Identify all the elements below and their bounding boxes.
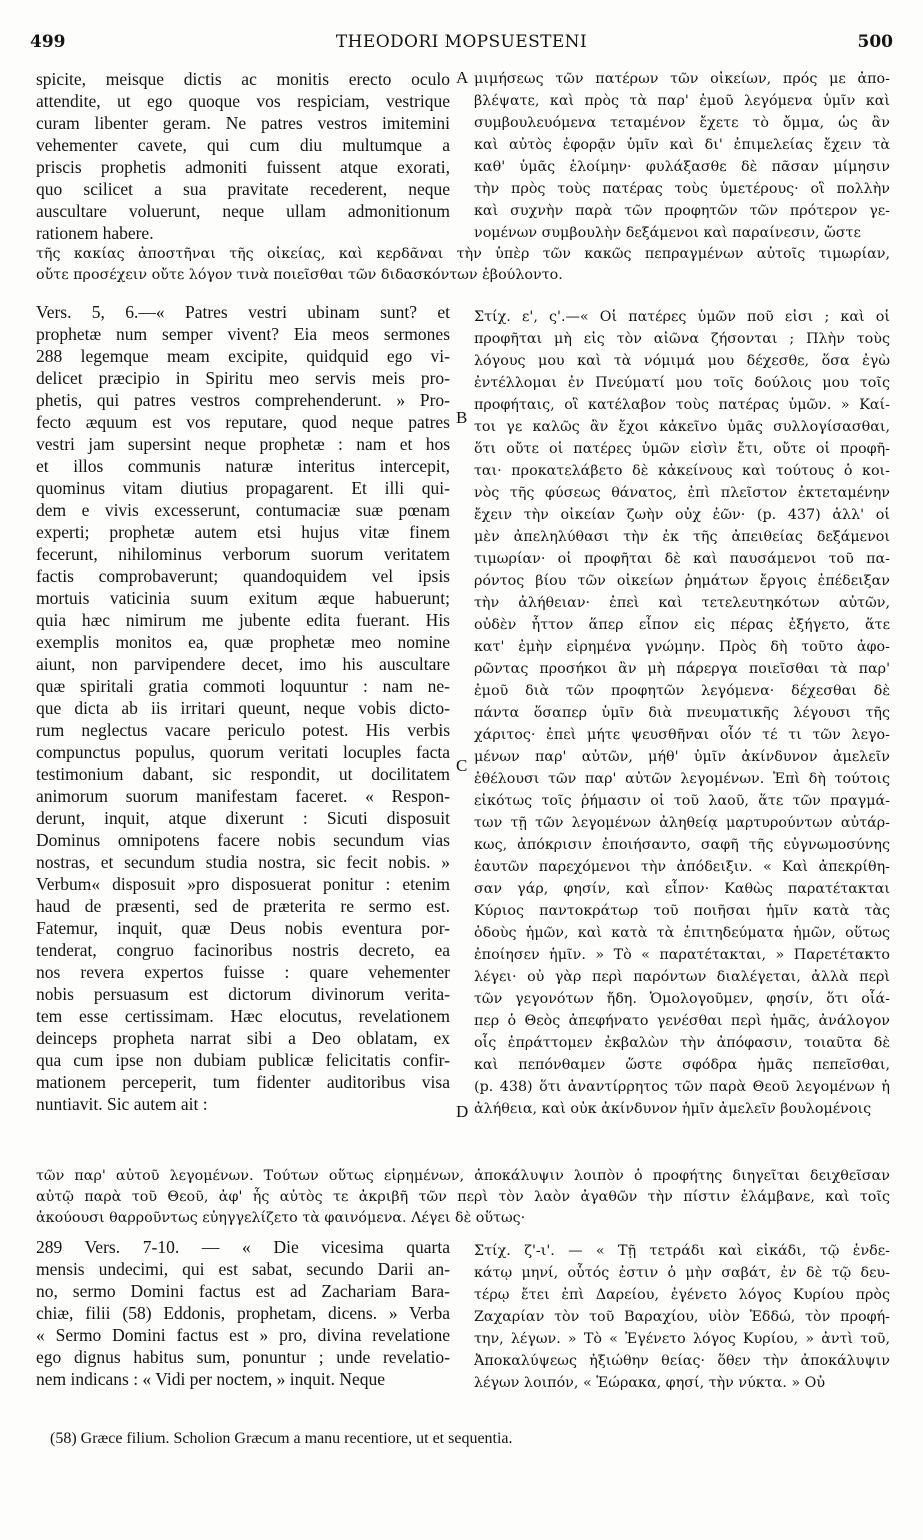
text-line: derunt, inquit, atque dixerunt : Sicuti disposuit — [36, 808, 450, 828]
text-line: quæ spiritali gratia commoti loquuntur : nam ne- — [36, 676, 450, 696]
text-line: σαν γάρ, φησίν, καὶ εἶπον· Καθὼς παρατέτακται — [474, 881, 890, 897]
text-line: Dominus omnipotens facere nobis secundum vias — [36, 830, 450, 850]
text-line: haud de præsenti, sed de præterita re sermo est. — [36, 896, 450, 916]
text-line: tem esse certissimam. Hæc elocutus, revelationem — [36, 1006, 450, 1026]
text-line: 289 Vers. 7-10. — « Die vicesima quarta — [36, 1237, 450, 1257]
text-line: Στίχ. ε', ς'.—« Οἱ πατέρες ὑμῶν ποῦ εἰσι ; καὶ οἱ — [474, 309, 890, 325]
greek-column-block1 — [474, 68, 890, 244]
text-line: νὸς τῆς φύσεως θάνατος, ἐπὶ πλεῖστον ἐκτεταμένην — [474, 485, 890, 501]
text-line: Κύριος παντοκράτωρ τοῦ ποιῆσαι ἡμῖν κατὰ τὰς — [474, 903, 890, 919]
text-line: προφῆται μὴ εἰς τὸν αἰῶνα ζήσονται ; Πλὴν τοὺς — [474, 331, 890, 347]
text-line: vehementer cavete, qui cum diu multumque a — [36, 135, 450, 155]
text-line: Vers. 5, 6.—« Patres vestri ubinam sunt? et — [36, 302, 450, 322]
text-line: Ἀποκαλύψεως ἠξιώθην θείας· ὅθεν τὴν ἀποκάλυψιν — [474, 1353, 890, 1369]
text-line: λέγων λοιπόν, « Ἑώρακα, φησί, τὴν νύκτα. » Οὐ — [474, 1375, 826, 1391]
text-line: rationem habere. — [36, 223, 154, 243]
text-line: mationem perceperit, tum fidenter auditoribus visa — [36, 1072, 450, 1092]
text-line: ἐθέλουσι τῶν παρ' αὐτῶν λεγομένων. Ἐπὶ δὴ τούτοις — [474, 771, 890, 787]
page-number-left: 499 — [30, 32, 66, 52]
text-line: nem indicans : « Vidi per noctem, » inquit. Neque — [36, 1369, 386, 1389]
text-line: πάντα ὅσαπερ ὑμῖν διὰ πνευματικῆς λέγουσι τῆς — [474, 705, 890, 721]
text-line: qua cum ipse non dubiam publicæ felicitatis confir- — [36, 1050, 450, 1070]
page-number-right: 500 — [857, 32, 893, 52]
latin-column-block2 — [36, 301, 450, 1115]
text-line: deinceps propheta narrat sibi a Deo oblatam, ex — [36, 1028, 450, 1048]
text-line: nos revera expertos fuisse : quare vehementer — [36, 962, 450, 982]
text-line: ται· προκατελάβετο δὲ κἀκείνους καὶ τούτους ὁ κοι- — [474, 463, 890, 479]
text-line: mensis undecimi, qui est sabat, secundo Darii an- — [36, 1259, 450, 1279]
text-line: prophetæ num semper vivent? Eia meos sermones — [36, 324, 450, 344]
text-line: μιμήσεως τῶν πατέρων τῶν οἰκείων, πρός με ἀπο- — [474, 71, 890, 87]
text-line: chiæ, filii (58) Eddonis, prophetam, dicens. » Verba — [36, 1303, 450, 1323]
text-line: attendite, ut ego quoque vos respiciam, vestrique — [36, 91, 450, 111]
margin-letter-d: D — [456, 1102, 469, 1121]
text-line: (p. 438) ὅτι ἀναντίρρητος τῶν παρὰ Θεοῦ λεγομένων ἡ — [474, 1079, 890, 1095]
latin-column-block1 — [36, 68, 450, 244]
text-line: compunctus populus, quorum veritati locuples facta — [36, 742, 450, 762]
text-line: τέρῳ ἔτει ἐπὶ Δαρείου, ἐγένετο λόγος Κυρίου πρὸς — [474, 1287, 890, 1303]
text-line: ἑαυτῶν παρεχόμενοι τὴν ἀπόδειξιν. « Καὶ ἀπεκρίθη- — [474, 859, 890, 875]
text-line: ἀκούουσι θαρροῦντως εὐηγγελίζετο τὰ φαινόμενα. Λέγει δὲ οὕτως· — [36, 1210, 526, 1226]
text-line: nostras, et secundum studia nostra, sic fecit nobis. » — [36, 852, 450, 872]
text-line: quo scilicet a sua pravitate recederent, neque — [36, 179, 450, 199]
text-line: nuntiavit. Sic autem ait : — [36, 1094, 208, 1114]
greek-fullwidth-block2 — [36, 1166, 890, 1229]
text-line: que dicta ab iis irritari queunt, neque vobis dicto- — [36, 698, 450, 718]
text-line: τὴν ἀλήθειαν· ἐπεὶ καὶ τετελευτηκότων αὐτῶν, — [474, 595, 890, 611]
text-line: factis comprobaverunt; quandoquidem vel ipsis — [36, 566, 450, 586]
text-line: Fatemur, inquit, quæ Deus nobis eventura por- — [36, 918, 450, 938]
latin-column-block3 — [36, 1236, 450, 1390]
text-line: testimonium dabant, sic respondit, ut docilitatem — [36, 764, 450, 784]
text-line: καθ' ὑμᾶς ἑλοίμην· φυλάξασθε δὲ πᾶσαν μίμησιν — [474, 159, 890, 175]
text-line: ὁδοὺς ἡμῶν, καὶ κατὰ τὰ ἐπιτηδεύματα ἡμῶν, οὕτως — [474, 925, 890, 941]
text-line: ἐμοῦ διὰ τῶν προφητῶν λεγόμενα· δέχεσθαι δὲ — [474, 683, 890, 699]
text-line: των τῇ τῶν λεγομένων ἀληθείᾳ μαρτυρούντων αὐτάρ- — [474, 815, 890, 831]
text-line: fecto æquum est vos reputare, quod neque patres — [36, 412, 450, 432]
text-line: μένων παρ' αὐτῶν, μήθ' ὑμῖν ἀκίνδυνον ἀμελεῖν — [474, 749, 890, 765]
text-line: οἷς ἐπράττομεν ἐκβαλὼν τὴν ἀπόφασιν, τοιαῦτα δὲ — [474, 1035, 890, 1051]
text-line: περ ὁ Θεὸς ἀπεφήνατο γενέσθαι περὶ ἡμᾶς, ἀνάλογον — [474, 1013, 890, 1029]
text-line: τοι γε καλῶς ἂν ἔχοι κἀκεῖνο ὑμᾶς συλλογίσασθαι, — [474, 419, 890, 435]
text-line: spicite, meisque dictis ac monitis erecto oculo — [36, 69, 450, 89]
text-line: ὅτι οὔτε οἱ πατέρες ὑμῶν εἰσὶν ἔτι, οὔτε οἱ προφῆ- — [474, 441, 890, 457]
text-line: λόγους μου καὶ τὰ νόμιμά μου δέχεσθε, ὅσα ἐγὼ — [474, 353, 890, 369]
text-line: no, sermo Domini factus est ad Zachariam Bara- — [36, 1281, 450, 1301]
running-title: THEODORI MOPSUESTENI — [335, 32, 588, 52]
text-line: nobis persuasum est dictorum divinorum verita- — [36, 984, 450, 1004]
text-line: « Sermo Domini factus est » pro, divina revelatione — [36, 1325, 450, 1345]
text-line: τῶν γεγονότων ἤδη. Ὁμολογοῦμεν, φησίν, ὅτι οἷά- — [474, 991, 890, 1007]
footnote: (58) Græce filium. Scholion Græcum a manu recentiore, ut et sequentia. — [50, 1430, 513, 1447]
text-line: curam libenter geram. Ne patres vestros imitemini — [36, 113, 450, 133]
text-line: ego dignus habitus sum, ponuntur ; unde revelatio- — [36, 1347, 450, 1367]
text-line: aiunt, non parvipendere decet, imo his auscultare — [36, 654, 450, 674]
text-line: τιμωρίαν· οἱ προφῆται δὲ καὶ παυσάμενοι τοῦ πα- — [474, 551, 890, 567]
text-line: την, λέγων. » Τὸ « Ἐγένετο λόγος Κυρίου, » ἀντὶ τοῦ, — [474, 1331, 890, 1347]
text-line: ἐποίησεν ἡμῖν. » Τὸ « παρατέτακται, » Παρετέτακτο — [474, 947, 890, 963]
text-line: εἰκότως τοῖς ῥήμασιν οἱ τοῦ λαοῦ, ἅτε τῶν πραγμά- — [474, 793, 890, 809]
text-line: κως, ἀπόκρισιν ἐποιήσαντο, σαφῆ τῆς εὐγνωμοσύνης — [474, 837, 890, 853]
text-line: fecerunt, nihilominus verborum suorum veritatem — [36, 544, 450, 564]
text-line: συμβουλευόμενα τεταμένον ἔχετε τὸ ὄμμα, ὡς ἂν — [474, 115, 890, 131]
text-line: ἐντέλλομαι ἐν Πνεύματί μου τοῖς δούλοις μου τοῖς — [474, 375, 890, 391]
text-line: ρῶντας προσήκοι ἂν μὴ πάρεργα ποιεῖσθαι τὰ παρ' — [474, 661, 890, 677]
text-line: τῆς κακίας ἀποστῆναι τῆς οἰκείας, καὶ κερδᾶναι τὴν ὑπὲρ τῶν κακῶς πεπραγμένων αὐτοῖς τιμωρίαν, — [36, 246, 890, 262]
margin-letter-b: B — [456, 408, 468, 427]
running-header — [0, 32, 923, 56]
text-line: τῶν παρ' αὐτοῦ λεγομένων. Τούτων οὕτως εἰρημένων, ἀποκάλυψιν λοιπὸν ὁ προφήτης διηγεῖται δειχθεῖσαν — [36, 1168, 890, 1184]
greek-fullwidth-block1 — [36, 244, 890, 286]
margin-letter-a: A — [456, 68, 469, 87]
text-line: βλέψατε, καὶ πρὸς τὰ παρ' ἐμοῦ λεγόμενα ὑμῖν καὶ — [474, 93, 890, 109]
text-line: Verbum« disposuit »pro disposuerat ponitur : etenim — [36, 874, 450, 894]
text-line: tenderat, congruo facinoribus nostris decreto, ea — [36, 940, 450, 960]
text-line: ἀλήθεια, καὶ οὐκ ἀκίνδυνον ἡμῖν ἀμελεῖν βουλομένοις — [474, 1101, 872, 1117]
text-line: animorum suorum manifestam faceret. « Respon- — [36, 786, 450, 806]
text-line: ἔχειν τὴν οἰκείαν ζωὴν οὐχ ἐῶν· (p. 437) ἀλλ' οἱ — [474, 507, 890, 523]
text-line: λέγει· οὐ γὰρ περὶ παρόντων διαλέγεται, ἀλλὰ περὶ — [474, 969, 890, 985]
text-line: delicet præcipio in Spiritu meo servis meis pro- — [36, 368, 450, 388]
text-line: αὐτῷ παρὰ τοῦ Θεοῦ, ἀφ' ἧς αὐτὸς τε ἀκριβῆ τῶν περὶ τὸν λαὸν ἀγαθῶν τὴν πίστιν ἐλάμβανε, καὶ τοῖς — [36, 1189, 890, 1205]
text-line: τὴν πρὸς τοὺς πατέρας τοὺς ὑμετέρους· οἳ πολλὴν — [474, 181, 890, 197]
text-line: μὲν ἀπεληλύθασι τὴν ἐκ τῆς ἀπειθείας δεξάμενοι — [474, 529, 890, 545]
text-line: quominus vitam diutius propagarent. Et illi qui- — [36, 478, 450, 498]
text-line: ρόντος βίου τῶν οἰκείων ῥημάτων ἔργοις ἐπέδειξαν — [474, 573, 890, 589]
text-line: κατ' ἐμὴν εἰρημένα γνώμην. Πρὸς δὴ τοῦτο ἀφο- — [474, 639, 890, 655]
text-line: καὶ αὐτὸς ἐφορᾷν ὑμῖν καὶ δι' ἐπιμελείας ἔχειν τὰ — [474, 137, 890, 153]
text-line: οὐδὲν ἧττον ἅπερ εἶπον εἰς πέρας ἐξήγετο, ἅτε — [474, 617, 890, 633]
text-line: vestri jam supersint neque prophetæ : nam et hos — [36, 434, 450, 454]
text-line: phetis, qui patres vestros comprehenderunt. » Pro- — [36, 390, 450, 410]
text-line: experti; prophetæ autem etsi hujus vitæ finem — [36, 522, 450, 542]
text-line: νομένων συμβουλὴν δεξάμενοι καὶ παραίνεσιν, ὥστε — [474, 225, 861, 241]
text-line: priscis prophetis admoniti fuissent atque exorati, — [36, 157, 450, 177]
text-line: et illos communis naturæ interitus intercepit, — [36, 456, 450, 476]
text-line: οὔτε προσέχειν οὔτε λόγον τινὰ ποιεῖσθαι τῶν διδασκόντων ἐβούλοντο. — [36, 267, 563, 283]
margin-letter-c: C — [456, 756, 468, 775]
text-line: 288 legemque meam excipite, quidquid ego vi- — [36, 346, 450, 366]
text-line: Στίχ. ζ'-ι'. — « Τῇ τετράδι καὶ εἰκάδι, τῷ ἑνδε- — [474, 1243, 890, 1259]
text-line: Ζαχαρίαν τὸν τοῦ Βαραχίου, υἱὸν Ἐδδώ, τὸν προφή- — [474, 1309, 890, 1325]
text-line: rum neglectus vacare periculo potest. His verbis — [36, 720, 450, 740]
text-line: προφήταις, οἳ κατέλαβον τοὺς πατέρας ὑμῶν. » Καί- — [474, 397, 890, 413]
text-line: dem e vivis excesserunt, contumaciæ suæ pœnam — [36, 500, 450, 520]
text-line: κάτῳ μηνί, οὗτός ἐστιν ὁ μὴν σαβάτ, ἐν δὲ τῷ δευ- — [474, 1265, 890, 1281]
text-line: καὶ συχνὴν παρὰ τῶν προφητῶν τῶν πρότερον γε- — [474, 203, 890, 219]
greek-column-block3 — [474, 1240, 890, 1394]
text-line: χάριτος· ἐπεὶ μήτε ψευσθῆναι οἷόν τέ τι τῶν λεγο- — [474, 727, 890, 743]
text-line: quia hæc nimirum me jubente edita fuerant. His — [36, 610, 450, 630]
text-line: καὶ πεπόνθαμεν ὥστε σφόδρα ἡμᾶς πεπεῖσθαι, — [474, 1057, 890, 1073]
text-line: auscultare voluerunt, neque ullam admonitionum — [36, 201, 450, 221]
greek-column-block2 — [474, 306, 890, 1120]
text-line: mortuis vaticinia suum exitum æque habuerunt; — [36, 588, 450, 608]
text-line: exemplis monitos ea, quæ prophetæ meo nomine — [36, 632, 450, 652]
